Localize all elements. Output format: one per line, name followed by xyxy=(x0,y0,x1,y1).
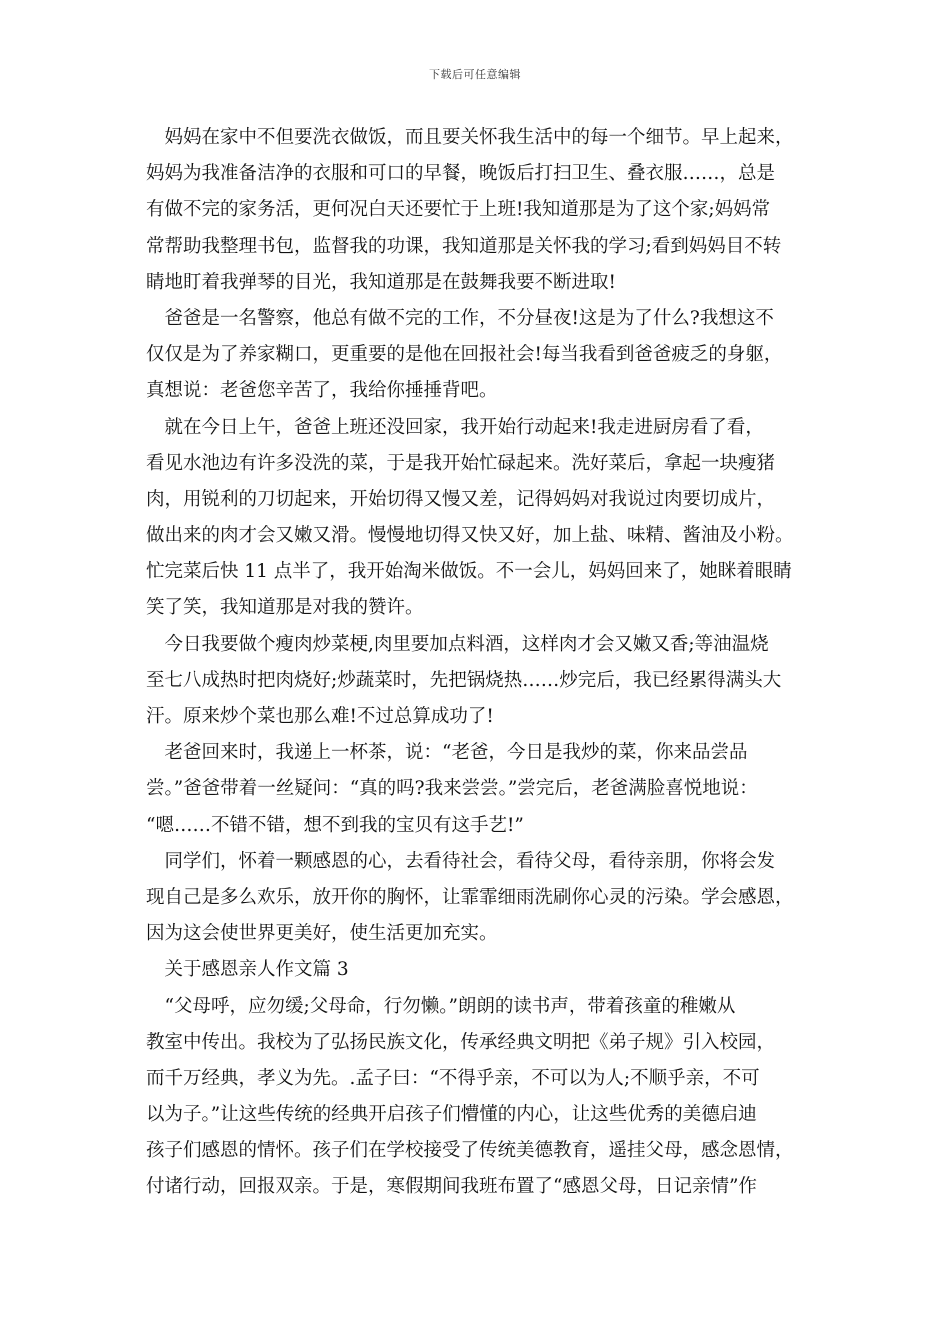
text-line: 因为这会使世界更美好，使生活更加充实。 xyxy=(146,923,498,945)
text-line: 笑了笑，我知道那是对我的赞许。 xyxy=(146,597,424,619)
text-line: 同学们，怀着一颗感恩的心，去看待社会，看待父母，看待亲朋，你将会发 xyxy=(146,850,776,872)
text-line: 做出来的肉才会又嫩又滑。慢慢地切得又快又好，加上盐、味精、酱油及小粉。 xyxy=(146,525,794,547)
text-line: 孩子们感恩的情怀。孩子们在学校接受了传统美德教育，遥挂父母，感念恩情， xyxy=(146,1140,794,1162)
section-heading: 关于感恩亲人作文篇 3 xyxy=(146,959,349,981)
text-line: 爸爸是一名警察，他总有做不完的工作，不分昼夜!这是为了什么?我想这不 xyxy=(146,307,774,329)
text-line: 真想说：老爸您辛苦了，我给你捶捶背吧。 xyxy=(146,380,498,402)
text-line: 有做不完的家务活，更何况白天还要忙于上班!我知道那是为了这个家;妈妈常 xyxy=(146,199,771,221)
essay-body xyxy=(146,120,820,1206)
text-line: 汗。原来炒个菜也那么难!不过总算成功了! xyxy=(146,706,494,727)
text-line: 而千万经典，孝义为先。.孟子曰：“不得乎亲，不可以为人;不顺乎亲，不可 xyxy=(146,1067,760,1089)
text-line: 以为子。”让这些传统的经典开启孩子们懵懂的内心，让这些优秀的美德启迪 xyxy=(146,1104,757,1126)
text-line: 睛地盯着我弹琴的目光，我知道那是在鼓舞我要不断进取! xyxy=(146,271,616,293)
text-line: 老爸回来时，我递上一杯茶，说：“老爸，今日是我炒的菜，你来品尝品 xyxy=(146,742,748,764)
text-line: 今日我要做个瘦肉炒菜梗,肉里要加点料酒，这样肉才会又嫩又香;等油温烧 xyxy=(146,633,769,655)
text-line: 妈妈在家中不但要洗衣做饭，而且要关怀我生活中的每一个细节。早上起来， xyxy=(146,127,794,148)
text-line: 忙完菜后快 11 点半了，我开始淘米做饭。不一会儿，妈妈回来了，她眯着眼睛 xyxy=(146,561,792,583)
text-line: 付诸行动，回报双亲。于是，寒假期间我班布置了“感恩父母，日记亲情”作 xyxy=(146,1176,757,1198)
text-line: 仅仅是为了养家糊口，更重要的是他在回报社会!每当我看到爸爸疲乏的身躯， xyxy=(146,344,783,366)
page-header: 下载后可任意编辑 xyxy=(429,68,521,81)
text-line: 尝。”爸爸带着一丝疑问：“真的吗?我来尝尝。”尝完后，老爸满脸喜悦地说： xyxy=(146,778,758,800)
text-line: “嗯……不错不错，想不到我的宝贝有这手艺!” xyxy=(146,814,524,836)
text-line: 看见水池边有许多没洗的菜，于是我开始忙碌起来。洗好菜后，拿起一块瘦猪 xyxy=(146,452,776,474)
text-line: 妈妈为我准备洁净的衣服和可口的早餐，晚饭后打扫卫生、叠衣服……，总是 xyxy=(146,163,776,185)
text-line: 教室中传出。我校为了弘扬民族文化，传承经典文明把《弟子规》引入校园， xyxy=(146,1031,776,1053)
text-line: 就在今日上午，爸爸上班还没回家，我开始行动起来!我走进厨房看了看， xyxy=(146,416,764,438)
text-line: 至七八成热时把肉烧好;炒蔬菜时，先把锅烧热……炒完后，我已经累得满头大 xyxy=(146,669,782,691)
text-line: “父母呼，应勿缓;父母命，行勿懒。”朗朗的读书声，带着孩童的稚嫩从 xyxy=(146,995,736,1017)
text-line: 常帮助我整理书包，监督我的功课，我知道那是关怀我的学习;看到妈妈目不转 xyxy=(146,235,782,257)
text-line: 现自己是多么欢乐，放开你的胸怀，让霏霏细雨洗刷你心灵的污染。学会感恩， xyxy=(146,886,794,908)
text-line: 肉，用锐利的刀切起来，开始切得又慢又差，记得妈妈对我说过肉要切成片， xyxy=(146,488,776,510)
